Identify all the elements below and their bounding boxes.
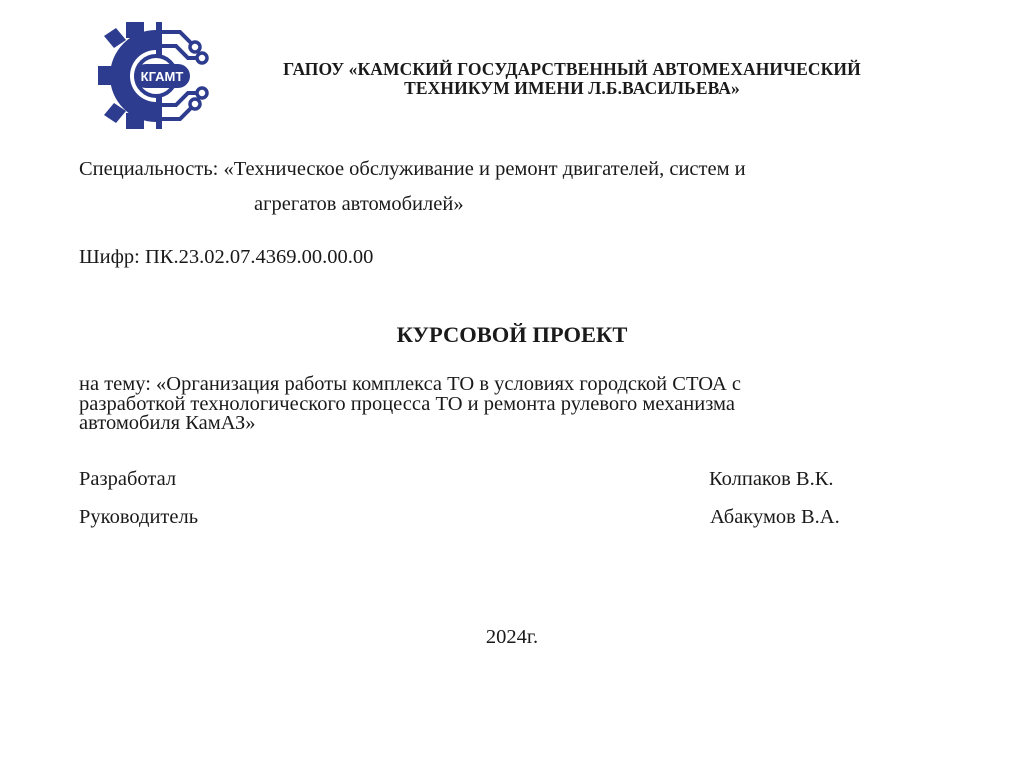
org-title-line-2: ТЕХНИКУМ ИМЕНИ Л.Б.ВАСИЛЬЕВА» bbox=[404, 78, 740, 98]
specialty-line-1: Специальность: «Техническое обслуживание и ремонт двигателей, систем и bbox=[79, 158, 746, 180]
topic-line-1: на тему: «Организация работы комплекса ТО в условиях городской СТОА с bbox=[79, 373, 742, 395]
organization-title bbox=[218, 60, 926, 98]
document-type-heading: КУРСОВОЙ ПРОЕКТ bbox=[396, 322, 628, 347]
developer-label: Разработал bbox=[79, 468, 177, 490]
topic-line-2: разработкой технологического процесса ТО и ремонта рулевого механизма bbox=[79, 392, 735, 415]
supervisor-name: Абакумов В.А. bbox=[710, 506, 840, 528]
kgamt-logo bbox=[96, 18, 216, 133]
topic-line-3: автомобиля КамАЗ» bbox=[79, 412, 256, 434]
specialty-line-2: агрегатов автомобилей» bbox=[254, 193, 464, 215]
project-topic bbox=[79, 375, 899, 434]
supervisor-label: Руководитель bbox=[79, 506, 199, 528]
org-title-line-1: ГАПОУ «КАМСКИЙ ГОСУДАРСТВЕННЫЙ АВТОМЕХАНИЧЕСКИЙ bbox=[283, 59, 861, 79]
document-year: 2024г. bbox=[485, 626, 539, 648]
gear-circuit-icon bbox=[96, 18, 216, 133]
developer-name: Колпаков В.К. bbox=[709, 468, 834, 490]
logo-text: КГАМТ bbox=[140, 69, 184, 84]
cipher-code: Шифр: ПК.23.02.07.4369.00.00.00 bbox=[79, 246, 374, 268]
